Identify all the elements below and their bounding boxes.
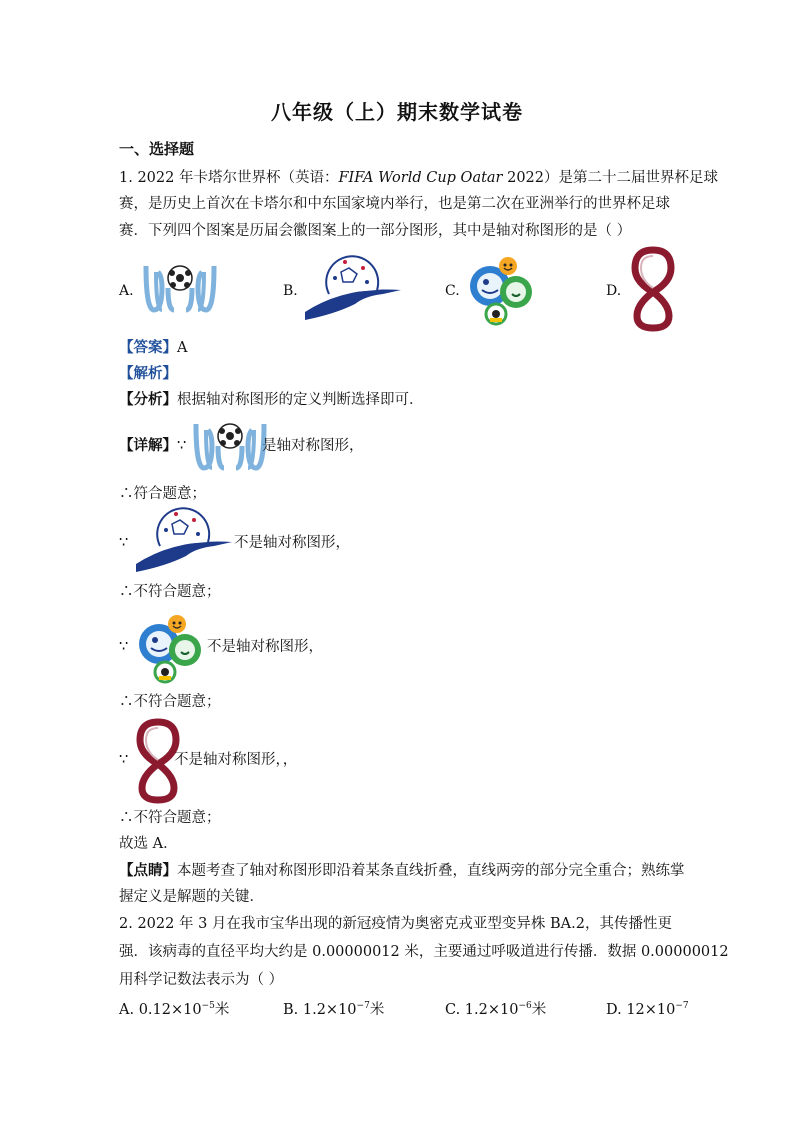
comment-text-1: 本题考查了轴对称图形即沿着某条直线折叠，直线两旁的部分完全重合；熟练掌 xyxy=(177,863,685,879)
because-d: ∵ xyxy=(119,752,129,768)
q1-line1-text-b: 2022）是第二十二届世界杯足球 xyxy=(502,170,719,186)
fenxi-tag: 【分析】 xyxy=(119,391,177,408)
q2-option-c-exponent: −6 xyxy=(518,1001,532,1011)
q2-line3: 用科学记数法表示为（ ） xyxy=(119,972,284,988)
germany-emblem-image xyxy=(468,252,540,326)
germany-emblem-image-detail xyxy=(137,610,209,684)
q2-option-b-exponent: −7 xyxy=(356,1001,370,1011)
not-symmetric-text-b: 不是轴对称图形， xyxy=(234,535,350,551)
detail-tag: 【详解】 xyxy=(119,437,177,454)
detail-line xyxy=(119,436,186,456)
q2-option-a-base: A. 0.12×10 xyxy=(119,1002,202,1018)
answer-line xyxy=(119,338,187,358)
q2-option-a xyxy=(119,1000,229,1020)
not-symmetric-text-d: 不是轴对称图形，， xyxy=(174,752,298,768)
option-a-label: A. xyxy=(119,283,134,299)
therefore-fit-1: ∴符合题意； xyxy=(119,486,206,502)
q2-option-b-unit: 米 xyxy=(369,1002,385,1018)
q2-option-d-base: D. 12×10 xyxy=(606,1002,676,1018)
analysis-tag: 【解析】 xyxy=(119,365,177,382)
q1-line3: 赛．下列四个图案是历届会徽图案上的一部分图形，其中是轴对称图形的是（ ） xyxy=(119,223,632,239)
q2-option-b-base: B. 1.2×10 xyxy=(283,1002,357,1018)
because-b: ∵ xyxy=(119,535,129,551)
q2-option-c xyxy=(445,1000,546,1020)
section-heading: 一、选择题 xyxy=(119,140,195,158)
q1-line1-text-a: 1. 2022 年卡塔尔世界杯（英语： xyxy=(119,170,339,186)
q2-option-a-exponent: −5 xyxy=(201,1001,215,1011)
france-emblem-image xyxy=(305,256,401,322)
answer-tag: 【答案】 xyxy=(119,339,177,356)
answer-value: A xyxy=(177,340,188,356)
option-c-label: C. xyxy=(445,283,460,299)
argentina-emblem-image xyxy=(140,262,222,316)
q1-line2: 赛，是历史上首次在卡塔尔和中东国家境内举行，也是第二次在亚洲举行的世界杯足球 xyxy=(119,196,670,212)
q2-option-d xyxy=(606,1000,689,1020)
therefore-notfit-d: ∴不符合题意； xyxy=(119,810,221,826)
fenxi-line xyxy=(119,390,424,410)
q1-line1-italic: FIFA World Cup Oatar xyxy=(338,170,503,186)
is-symmetric-text: 是轴对称图形， xyxy=(262,438,364,454)
q2-option-d-exponent: −7 xyxy=(675,1001,689,1011)
because-c: ∵ xyxy=(119,639,129,655)
q2-option-b xyxy=(283,1000,384,1020)
comment-line1 xyxy=(119,861,685,881)
qatar-emblem-image xyxy=(629,246,677,334)
not-symmetric-text-c: 不是轴对称图形， xyxy=(207,639,323,655)
choose-line: 故选 A． xyxy=(119,836,178,852)
q2-line1: 2. 2022 年 3 月在我市宝华出现的新冠疫情为奥密克戎亚型变异株 BA.2，其传播性更 xyxy=(119,916,672,932)
therefore-notfit-b: ∴不符合题意； xyxy=(119,584,221,600)
therefore-notfit-c: ∴不符合题意； xyxy=(119,694,221,710)
fenxi-text: 根据轴对称图形的定义判断选择即可． xyxy=(177,392,424,408)
comment-tag: 【点睛】 xyxy=(119,862,177,879)
option-d-label: D. xyxy=(606,283,622,299)
q2-option-c-unit: 米 xyxy=(531,1002,547,1018)
option-b-label: B. xyxy=(283,283,298,299)
q2-line2: 强．该病毒的直径平均大约是 0.00000012 米，主要通过呼吸道进行传播．数据 0.00000012 xyxy=(119,944,729,960)
q2-option-a-unit: 米 xyxy=(214,1002,230,1018)
q1-line1 xyxy=(119,168,718,188)
france-emblem-image-detail xyxy=(136,508,232,574)
page-title: 八年级（上）期末数学试卷 xyxy=(271,100,523,124)
argentina-emblem-image-detail xyxy=(190,420,272,474)
because-symbol: ∵ xyxy=(177,438,187,454)
q2-option-c-base: C. 1.2×10 xyxy=(445,1002,519,1018)
comment-line2: 握定义是解题的关键． xyxy=(119,889,264,905)
